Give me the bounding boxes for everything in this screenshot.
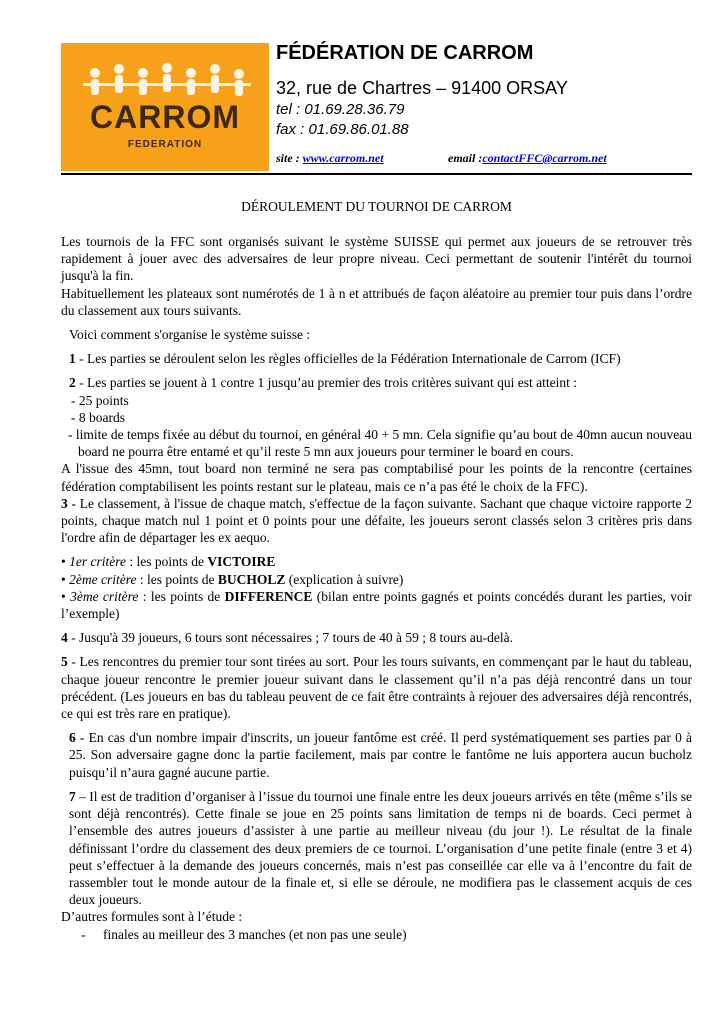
rule-5	[61, 653, 692, 722]
rule-4-number: 4	[61, 630, 68, 646]
rule-1	[61, 350, 692, 367]
intro-paragraph-2: Habituellement les plateaux sont numérotés de 1 à n et attribués de façon aléatoire au premier tour puis dans l’ordre du classement aux tours suivants.	[61, 285, 692, 318]
intro-paragraph-3: Voici comment s'organise le système suisse :	[69, 327, 311, 343]
rule-2-after: A l'issue des 45mn, tout board non terminé ne sera pas comptabilisé pour les points de la rencontre (certaines fédération comptabilisent les points restant sur le plateau, mais ce n’a pas été le choix de la FFC).	[61, 461, 692, 494]
rule-3	[61, 495, 692, 547]
rule-2-number: 2	[69, 375, 76, 391]
fax: fax : 01.69.86.01.88	[276, 121, 409, 138]
site-link[interactable]: www.carrom.net	[302, 151, 384, 165]
rule-5-text: - Les rencontres du premier tour sont tirées au sort. Pour les tours suivants, en commençant par le haut du tableau, chaque joueur rencontre le premier joueur suivant dans le classement qu’il n’a pas déjà rencontré dans un tour précédent. (Les joueurs en bas du tableau peuvent de ce fait être contraints à rejouer des adversaires déjà rencontrés, ce qui est très rare en pratique).	[61, 654, 692, 722]
organization-address: 32, rue de Chartres – 91400 ORSAY	[276, 78, 568, 98]
organization-title: FÉDÉRATION DE CARROM	[276, 42, 534, 64]
rule-3-number: 3	[61, 495, 68, 511]
email-link[interactable]: contactFFC@carrom.net	[482, 151, 607, 165]
document-title: DÉROULEMENT DU TOURNOI DE CARROM	[241, 199, 512, 214]
other-formula-item: - finales au meilleur des 3 manches (et non pas une seule)	[81, 926, 407, 942]
rule-7	[61, 788, 692, 908]
rule-4	[61, 629, 692, 646]
criterion-item: • 1er critère : les points de VICTOIRE	[61, 554, 276, 570]
logo-wordmark: CARROM	[90, 99, 240, 135]
rule-4-text: - Jusqu'à 39 joueurs, 6 tours sont nécessaires ; 7 tours de 40 à 59 ; 8 tours au-delà.	[67, 630, 513, 646]
other-formulas: D’autres formules sont à l’étude :	[61, 909, 243, 925]
rule-2-item: - 8 boards	[71, 409, 125, 425]
rule-2-item: - limite de temps fixée au début du tournoi, en général 40 + 5 mn. Cela signifie qu’au bout de 40mn aucun nouveau board ne pourra être entamé et qu’il reste 5 mn aux joueurs pour terminer le board en cours.	[68, 427, 692, 460]
header-divider	[61, 173, 692, 175]
telephone: tel : 01.69.28.36.79	[276, 101, 405, 118]
email-line	[448, 151, 607, 166]
rule-3-text: - Le classement, à l'issue de chaque match, s'effectue de la façon suivante. Sachant que chaque victoire rapporte 2 points, chaque match nul 1 point et 0 points pour une défaite, les joueurs seront classés selon 3 critères pris dans l'ordre afin de départager les ex aequo.	[61, 495, 692, 546]
rule-2-item: - 25 points	[71, 392, 129, 408]
rule-1-number: 1	[69, 351, 76, 367]
rule-6-number: 6	[69, 730, 76, 746]
criterion-item: • 2ème critère : les points de BUCHOLZ (explication à suivre)	[61, 571, 404, 587]
criterion-item: • 3ème critère : les points de DIFFERENCE (bilan entre points gagnés et points concédés durant les parties, voir l’exemple)	[61, 588, 692, 622]
email-label: email :	[448, 151, 483, 165]
rule-6	[61, 729, 692, 781]
intro-paragraph-1: Les tournois de la FFC sont organisés suivant le système SUISSE qui permet aux joueurs de se retrouver très rapidement à jouer avec des adversaires de leur propre niveau. Ceci permettant de soutenir l'intérêt du tournoi jusqu'à la fin.	[61, 234, 692, 284]
rule-6-text: - En cas d'un nombre impair d'inscrits, un joueur fantôme est créé. Il perd systématiquement ses parties par 0 à 25. Son adversaire gagne donc la partie facilement, mais par contre le fantôme ne luis apportera aucun bucholz puisqu’il n’aura gagné aucune partie.	[69, 730, 692, 780]
document-body	[61, 233, 692, 943]
site-label: site :	[276, 151, 303, 165]
logo-subtitle: FEDERATION	[127, 139, 203, 150]
rule-2-text: - Les parties se jouent à 1 contre 1 jusqu’au premier des trois critères suivant qui est atteint :	[75, 375, 577, 391]
rule-7-number: 7	[69, 788, 76, 804]
rule-1-text: - Les parties se déroulent selon les règles officielles de la Fédération Internationale de Carrom (ICF)	[75, 351, 621, 367]
rule-2	[61, 374, 692, 391]
federation-logo	[61, 43, 269, 171]
rule-7-text: – Il est de tradition d’organiser à l’issue du tournoi une finale entre les deux joueurs arrivés en tête (même s’ils se sont déjà rencontrés). Cette finale se joue en 25 points sans limitation de temps ni de boards. Ceci permet à l’ensemble des autres joueurs d’assister à une partie au meilleur niveau (du jour !). Le résultat de la finale définissant l’ordre du classement des deux premiers de ce tournoi. L’organisation d’une petite finale (entre 3 et 4) peut s’effectuer à la demande des joueurs concernés, mais n’est pas conseillée car elle va à l’encontre du fait de rassembler tout le monde autour de la finale et, si elle se déroule, ne modifiera pas le classement acquis de ces deux joueurs.	[69, 788, 692, 908]
rule-5-number: 5	[61, 654, 68, 670]
site-line	[276, 151, 384, 166]
